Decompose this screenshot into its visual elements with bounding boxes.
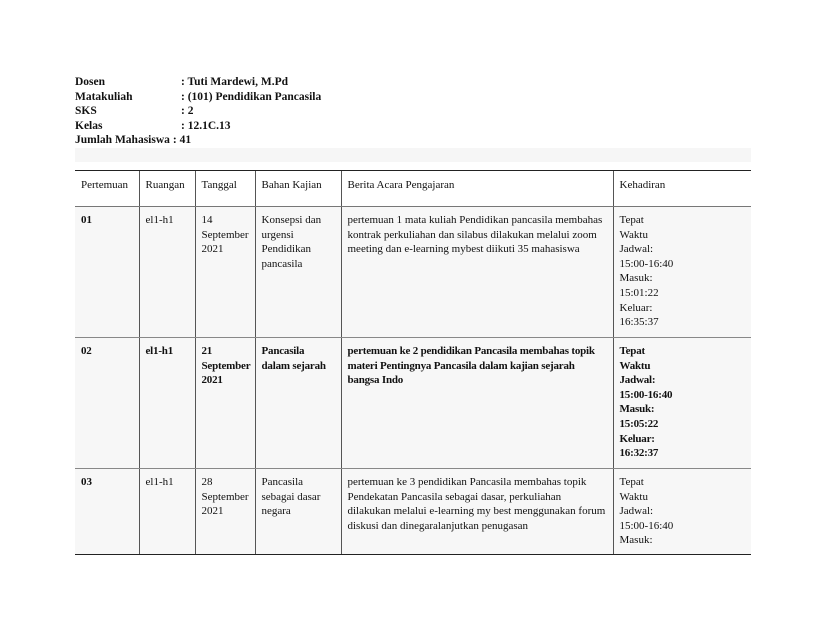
berita-acara-cell: pertemuan 1 mata kuliah Pendidikan pancasila membahas kontrak perkuliahan dan silabus dilakukan melalui zoom meeting dan e-learning mybest diikuti 35 mahasiswa — [341, 207, 613, 338]
kehadiran-cell — [613, 207, 751, 338]
kehadiran-line: Jadwal: — [619, 374, 656, 387]
kelas-value: : 12.1C.13 — [181, 119, 231, 132]
jumlah-label: Jumlah Mahasiswa — [75, 134, 170, 147]
dosen-label: Dosen — [75, 76, 106, 88]
table-row — [75, 338, 751, 469]
ruangan-cell: el1-h1 — [139, 338, 195, 469]
kehadiran-line: Tepat — [619, 345, 645, 357]
header-row-jumlah — [75, 133, 321, 148]
sks-label: SKS — [75, 105, 97, 118]
header-row-kelas — [75, 119, 321, 134]
kehadiran-line: Masuk: — [619, 272, 653, 285]
pertemuan-cell: 02 — [75, 338, 139, 469]
kehadiran-line: 15:01:22 — [619, 286, 659, 299]
table-row — [75, 207, 751, 338]
kehadiran-line: Waktu — [619, 490, 648, 503]
kehadiran-line: Waktu — [619, 359, 651, 372]
berita-acara-cell: pertemuan ke 2 pendidikan Pancasila membahas topik materi Pentingnya Pancasila dalam kajian sejarah bangsa Indo — [341, 338, 613, 469]
jumlah-value: : 41 — [172, 134, 192, 147]
column-header-kehadiran: Kehadiran — [613, 171, 751, 207]
matakuliah-label: Matakuliah — [75, 90, 133, 103]
column-header-ruangan: Ruangan — [139, 171, 195, 207]
column-header-bahan-kajian: Bahan Kajian — [255, 171, 341, 207]
kehadiran-line: Keluar: — [619, 301, 653, 314]
tanggal-cell: 21 September 2021 — [195, 338, 255, 469]
kehadiran-line: 15:00-16:40 — [619, 388, 673, 401]
kehadiran-line: 15:00-16:40 — [619, 257, 674, 270]
kehadiran-line: 15:05:22 — [619, 417, 659, 430]
kehadiran-line: Tepat — [619, 476, 644, 488]
kehadiran-line: Jadwal: — [619, 243, 654, 256]
kehadiran-line: Jadwal: — [619, 505, 654, 518]
kelas-label: Kelas — [75, 119, 103, 132]
kehadiran-line: Masuk: — [619, 534, 653, 547]
bahan-kajian-cell: Pancasila sebagai dasar negara — [255, 469, 341, 555]
kehadiran-cell — [613, 338, 751, 469]
pertemuan-cell: 03 — [75, 469, 139, 555]
header-divider — [75, 148, 751, 162]
bahan-kajian-cell: Pancasila dalam sejarah — [255, 338, 341, 469]
kehadiran-line: Masuk: — [619, 403, 655, 416]
column-header-tanggal: Tanggal — [195, 171, 255, 207]
header-row-matakuliah — [75, 90, 321, 105]
berita-acara-cell: pertemuan ke 3 pendidikan Pancasila membahas topik Pendekatan Pancasila sebagai dasar, perkuliahan dilakukan melalui e-learning my best menggunakan forum diskusi dan dinegaralanjutkan penugasan — [341, 469, 613, 555]
tanggal-cell: 14 September 2021 — [195, 207, 255, 338]
sks-value: : 2 — [181, 105, 194, 118]
tanggal-cell: 28 September 2021 — [195, 469, 255, 555]
ruangan-cell: el1-h1 — [139, 469, 195, 555]
pertemuan-cell: 01 — [75, 207, 139, 338]
kehadiran-line: Waktu — [619, 228, 648, 241]
column-header-berita-acara: Berita Acara Pengajaran — [341, 171, 613, 207]
course-header — [75, 75, 321, 148]
bahan-kajian-cell: Konsepsi dan urgensi Pendidikan pancasila — [255, 207, 341, 338]
kehadiran-line: 15:00-16:40 — [619, 519, 674, 532]
kehadiran-line: Keluar: — [619, 432, 655, 445]
header-row-dosen — [75, 75, 321, 90]
column-header-pertemuan: Pertemuan — [75, 171, 139, 207]
kehadiran-line: 16:32:37 — [619, 447, 659, 460]
kehadiran-line: 16:35:37 — [619, 316, 659, 329]
ruangan-cell: el1-h1 — [139, 207, 195, 338]
matakuliah-value: : (101) Pendidikan Pancasila — [181, 90, 322, 103]
table-row — [75, 469, 751, 555]
attendance-table — [75, 170, 751, 555]
table-header-row — [75, 171, 751, 207]
kehadiran-cell — [613, 469, 751, 555]
header-row-sks — [75, 104, 321, 119]
kehadiran-line: Tepat — [619, 214, 644, 226]
dosen-value: : Tuti Mardewi, M.Pd — [181, 76, 289, 88]
